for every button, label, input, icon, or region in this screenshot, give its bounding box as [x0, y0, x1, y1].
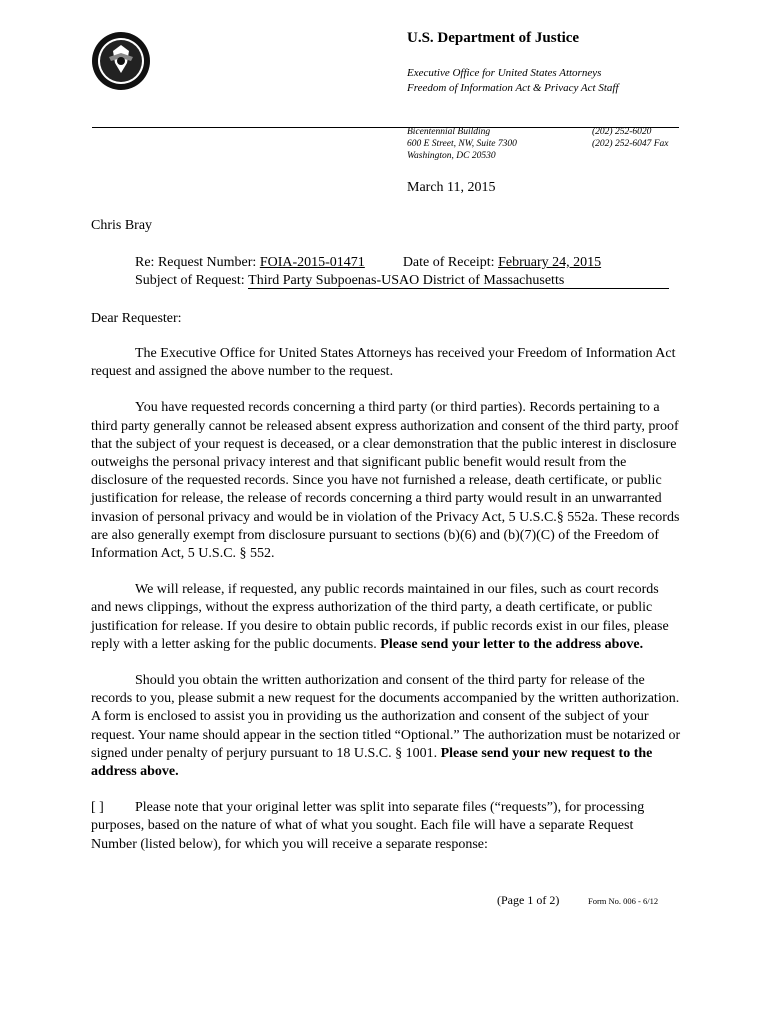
letter-date: March 11, 2015 [407, 180, 496, 195]
page-number: (Page 1 of 2) [497, 893, 560, 907]
request-reference: Re: Request Number: FOIA-2015-01471 Date of Receipt: February 24, 2015 Subject of Request: Third Party Subpoenas-USAO District of Massachusetts [135, 254, 669, 290]
request-number: FOIA-2015-01471 [259, 255, 365, 270]
form-number: Form No. 006 - 6/12 [588, 896, 659, 906]
office-name: Executive Office for United States Attorneys Freedom of Information Act & Privacy Act Staff [407, 67, 619, 94]
office-phones: (202) 252-6020 (202) 252-6047 Fax [592, 127, 669, 149]
request-subject: Third Party Subpoenas-USAO District of Massachusetts [248, 273, 669, 289]
department-name: U.S. Department of Justice [407, 30, 580, 46]
letterhead-divider [92, 127, 679, 128]
letter-body [91, 345, 681, 872]
paragraph-1: The Executive Office for United States Attorneys has received your Freedom of Information Act request and assigned the above number to the request. [91, 346, 676, 380]
doj-seal-icon [91, 31, 151, 91]
salutation: Dear Requester: [91, 311, 182, 326]
paragraph-3: We will release, if requested, any public records maintained in our files, such as court records and news clippings, without the express authorization of the third party, a death certificate, or public justification for release. If you desire to obtain public records, if public records exist in our files, please reply with a letter asking for the public documents. Please send your letter to the address above. [91, 582, 669, 652]
paragraph-2: You have requested records concerning a third party (or third parties). Records pertaining to a third party generally cannot be released absent express authorization and consent of the third party, proof that the subject of your request is deceased, or a clear demonstration that the public interest in disclosure outweighs the personal privacy interest and that significant public benefit would result from the disclosure of the requested records. Since you have not furnished a release, death certificate, or public justification for release, the release of records concerning a third party would result in an unwarranted invasion of personal privacy and would be in violation of the Privacy Act, 5 U.S.C.§ 552a. These records are also generally exempt from disclosure pursuant to sections (b)(6) and (b)(7)(C) of the Freedom of Information Act, 5 U.S.C. § 552. [91, 400, 680, 562]
receipt-date: February 24, 2015 [498, 255, 602, 270]
office-address: Bicentennial Building 600 E Street, NW, Suite 7300 Washington, DC 20530 [407, 127, 517, 161]
paragraph-4: Should you obtain the written authorization and consent of the third party for release of the records to you, please submit a new request for the documents accompanied by the written authorization. A form is enclosed to assist you in providing us the authorization and consent of the subject of your request. Your name should appear in the section titled “Optional.” The authorization must be notarized or signed under penalty of perjury pursuant to 18 U.S.C. § 1001. Please send your new request to the address above. [91, 673, 681, 780]
recipient-name: Chris Bray [91, 218, 153, 233]
paragraph-5: [ ] Please note that your original letter was split into separate files (“requests”), for processing purposes, based on the nature of what of what you sought. Each file will have a separate Request Number (listed below), for which you will receive a separate response: [91, 800, 645, 852]
checkbox-bracket: [ ] [91, 800, 104, 816]
